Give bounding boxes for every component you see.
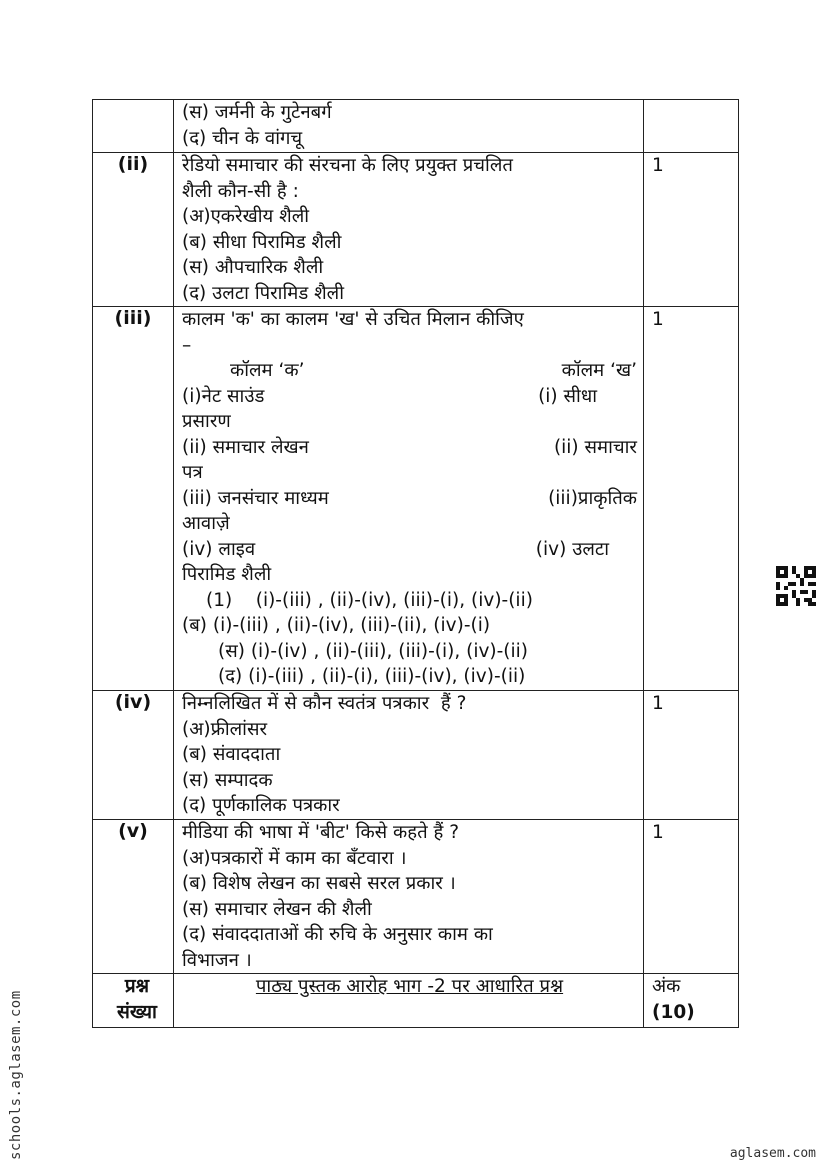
option-line: (स) समाचार लेखन की शैली xyxy=(182,898,372,920)
question-body xyxy=(174,691,644,820)
question-number: (iv) xyxy=(93,691,174,820)
match-wrap: आवाज़े xyxy=(182,513,230,534)
section-heading: पाठ्य पुस्तक आरोह भाग -2 पर आधारित प्रश्न xyxy=(255,976,564,997)
option-line: (ब) संवाददाता xyxy=(182,744,281,765)
footer-watermark: aglasem.com xyxy=(729,1146,816,1161)
option-line: (द) उलटा पिरामिड शैली xyxy=(182,282,345,304)
match-pair: (iii) जनसंचार माध्यम (iii)प्राकृतिक xyxy=(182,487,637,509)
section-heading-cell xyxy=(174,974,644,1028)
column-k-heading: कॉलम ‘क’ xyxy=(230,360,305,381)
marks-cell xyxy=(644,100,739,153)
table-row xyxy=(93,974,739,1028)
option-line: (अ)एकरेखीय शैली xyxy=(182,206,310,227)
marks-header: अंक (10) xyxy=(644,974,739,1028)
option-line: विभाजन । xyxy=(182,949,252,971)
question-number: (iii) xyxy=(93,307,174,691)
option-line: (ब) सीधा पिरामिड शैली xyxy=(182,231,342,253)
side-watermark: schools.aglasem.com xyxy=(8,990,24,1160)
option-line: (स) औपचारिक शैली xyxy=(182,257,324,278)
option-line: (अ)फ्रीलांसर xyxy=(182,718,268,740)
table-row xyxy=(93,691,739,820)
answer-option: (1) (i)-(iii) , (ii)-(iv), (iii)-(i), (iv)-(ii) xyxy=(206,589,533,611)
match-wrap: प्रसारण xyxy=(182,411,231,432)
question-body xyxy=(174,820,644,974)
question-body xyxy=(174,153,644,307)
match-wrap: पत्र xyxy=(182,462,203,483)
answer-option: (ब) (i)-(iii) , (ii)-(iv), (iii)-(ii), (iv)-(i) xyxy=(182,615,491,636)
question-text: कालम 'क' का कालम 'ख' से उचित मिलान कीजिए xyxy=(182,309,524,330)
qr-code-icon xyxy=(776,566,816,606)
option-line: (द) पूर्णकालिक पत्रकार xyxy=(182,795,340,816)
column-headings xyxy=(182,358,637,384)
match-pair: (ii) समाचार लेखन (ii) समाचार xyxy=(182,436,637,458)
question-number-header: प्रश्न संख्या xyxy=(93,974,174,1028)
marks-cell: 1 xyxy=(644,307,739,691)
match-wrap: पिरामिड शैली xyxy=(182,564,272,585)
table-row xyxy=(93,100,739,153)
option-line: (अ)पत्रकारों में काम का बँटवारा । xyxy=(182,847,407,869)
question-number xyxy=(93,100,174,153)
match-pair: (i)नेट साउंड (i) सीधा xyxy=(182,385,597,407)
option-line: (द) चीन के वांगचू xyxy=(182,127,303,149)
table-row xyxy=(93,307,739,691)
column-kh-heading: कॉलम ‘ख’ xyxy=(561,360,637,381)
question-text: रेडियो समाचार की संरचना के लिए प्रयुक्त प्रचलित xyxy=(182,155,513,176)
question-table xyxy=(92,99,739,1028)
question-text: – xyxy=(182,334,192,356)
question-body xyxy=(174,100,644,153)
question-text: मीडिया की भाषा में 'बीट' किसे कहते हैं ? xyxy=(182,822,460,843)
option-line: (स) सम्पादक xyxy=(182,769,273,791)
answer-option: (स) (i)-(iv) , (ii)-(iii), (iii)-(i), (iv)-(ii) xyxy=(218,640,529,662)
table-row xyxy=(93,153,739,307)
option-line: (ब) विशेष लेखन का सबसे सरल प्रकार । xyxy=(182,873,456,894)
question-number: (ii) xyxy=(93,153,174,307)
table-row xyxy=(93,820,739,974)
match-pair: (iv) लाइव (iv) उलटा xyxy=(182,538,609,560)
question-text: शैली कौन-सी है : xyxy=(182,180,299,202)
marks-cell: 1 xyxy=(644,691,739,820)
answer-option: (द) (i)-(iii) , (ii)-(i), (iii)-(iv), (iv)-(ii) xyxy=(218,666,526,687)
option-line: (द) संवाददाताओं की रुचि के अनुसार काम का xyxy=(182,924,493,945)
option-line: (स) जर्मनी के गुटेनबर्ग xyxy=(182,102,332,123)
marks-cell: 1 xyxy=(644,153,739,307)
question-number: (v) xyxy=(93,820,174,974)
question-text: निम्नलिखित में से कौन स्वतंत्र पत्रकार हैं ? xyxy=(182,693,467,714)
question-body xyxy=(174,307,644,691)
marks-cell: 1 xyxy=(644,820,739,974)
